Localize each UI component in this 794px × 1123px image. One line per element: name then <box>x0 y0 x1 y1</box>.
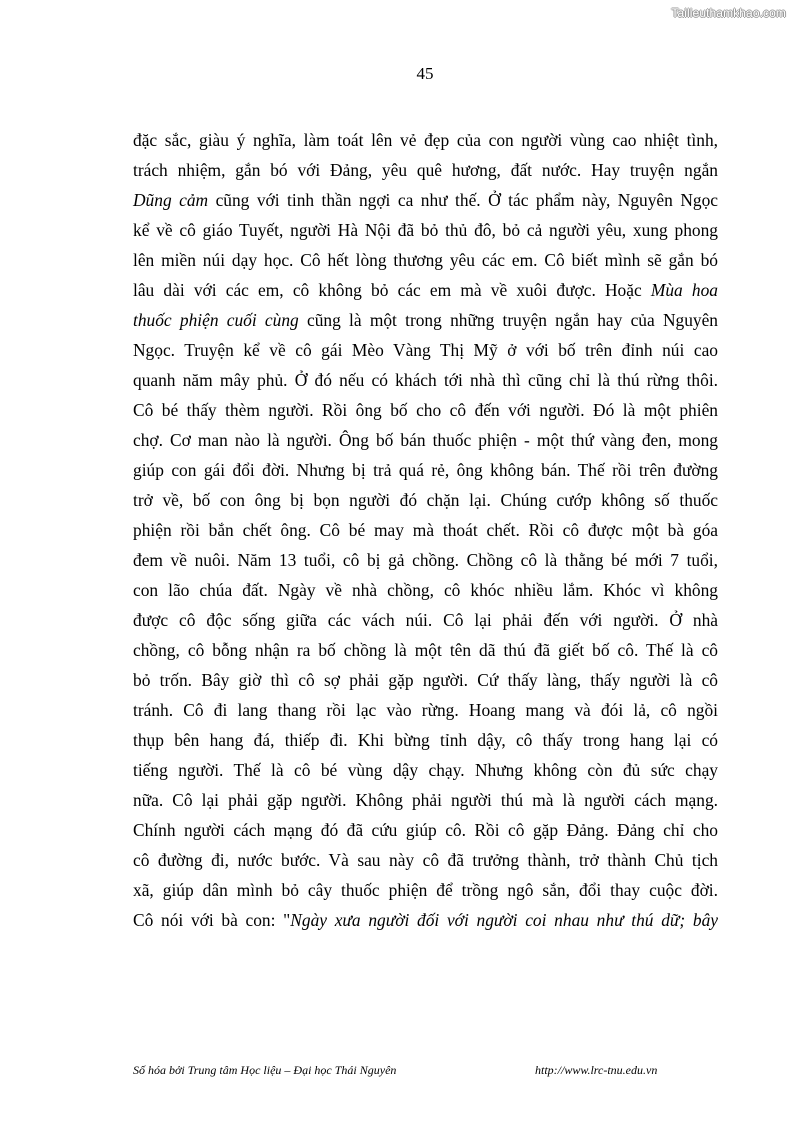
text-run: chồng, cô bỗng nhận ra bố chồng là một tên dã thú đã giết bố cô. Thế là cô <box>133 640 718 660</box>
text-run: tiếng người. Thế là cô bé vùng dậy chạy. Nhưng không còn đủ sức chạy <box>133 760 718 780</box>
text-line <box>133 725 718 755</box>
text-line <box>133 665 718 695</box>
text-line <box>133 335 718 365</box>
text-line <box>133 305 718 335</box>
text-run: trở về, bố con ông bị bọn người đó chặn lại. Chúng cướp không số thuốc <box>133 490 718 510</box>
text-run: đem về nuôi. Năm 13 tuổi, cô bị gả chồng. Chồng cô là thằng bé mới 7 tuổi, <box>133 550 718 570</box>
text-line <box>133 515 718 545</box>
text-run: thụp bên hang đá, thiếp đi. Khi bừng tỉnh dậy, cô thấy trong hang lại có <box>133 730 718 750</box>
text-line <box>133 605 718 635</box>
text-run: kể về cô giáo Tuyết, người Hà Nội đã bỏ thủ đô, bỏ cả người yêu, xung phong <box>133 220 718 240</box>
body-paragraph <box>133 125 718 935</box>
text-run: lâu dài với các em, cô không bỏ các em mà về xuôi được. Hoặc <box>133 280 651 300</box>
text-line <box>133 395 718 425</box>
text-run: Ngọc. Truyện kể về cô gái Mèo Vàng Thị Mỹ ở với bố trên đỉnh núi cao <box>133 340 718 360</box>
text-line <box>133 275 718 305</box>
text-run: Cô bé thấy thèm người. Rồi ông bố cho cô đến với người. Đó là một phiên <box>133 400 718 420</box>
text-run: quanh năm mây phủ. Ở đó nếu có khách tới nhà thì cũng chỉ là thú rừng thôi. <box>133 370 718 390</box>
text-line <box>133 245 718 275</box>
italic-title-text: thuốc phiện cuối cùng <box>133 310 299 330</box>
text-line <box>133 155 718 185</box>
text-run: trách nhiệm, gắn bó với Đảng, yêu quê hương, đất nước. Hay truyện ngắn <box>133 160 718 180</box>
text-line <box>133 545 718 575</box>
text-run: Chính người cách mạng đó đã cứu giúp cô. Rồi cô gặp Đảng. Đảng chỉ cho <box>133 820 718 840</box>
text-run: Cô nói với bà con: " <box>133 910 291 930</box>
text-line <box>133 425 718 455</box>
text-run: cũng là một trong những truyện ngắn hay của Nguyên <box>298 310 719 330</box>
text-run: tránh. Cô đi lang thang rồi lạc vào rừng. Hoang mang và đói lả, cô ngồi <box>133 700 718 720</box>
footer-credit: Số hóa bởi Trung tâm Học liệu – Đại học Thái Nguyên <box>133 1063 397 1077</box>
text-run: lên miền núi dạy học. Cô hết lòng thương yêu các em. Cô biết mình sẽ gắn bó <box>133 250 718 270</box>
text-run: phiện rồi bắn chết ông. Cô bé may mà thoát chết. Rồi cô được một bà góa <box>133 520 718 540</box>
text-run: cũng với tinh thần ngợi ca như thế. Ở tác phẩm này, Nguyên Ngọc <box>208 190 718 210</box>
text-line <box>133 785 718 815</box>
text-line <box>133 215 718 245</box>
text-line <box>133 755 718 785</box>
text-line <box>133 635 718 665</box>
text-line <box>133 185 718 215</box>
text-run: được cô độc sống giữa các vách núi. Cô lại phải đến với người. Ở nhà <box>133 610 718 630</box>
text-line <box>133 365 718 395</box>
text-run: cô đường đi, nước bước. Và sau này cô đã trưởng thành, trở thành Chủ tịch <box>133 850 718 870</box>
text-run: bỏ trốn. Bây giờ thì cô sợ phải gặp người. Cứ thấy làng, thấy người là cô <box>133 670 718 690</box>
footer-url[interactable]: http://www.lrc-tnu.edu.vn <box>535 1063 658 1077</box>
watermark-text: Tailieuthamkhao.com <box>671 6 786 20</box>
text-run: đặc sắc, giàu ý nghĩa, làm toát lên vẻ đẹp của con người vùng cao nhiệt tình, <box>133 130 718 150</box>
text-line <box>133 905 718 935</box>
text-line <box>133 575 718 605</box>
text-run: chợ. Cơ man nào là người. Ông bố bán thuốc phiện - một thứ vàng đen, mong <box>133 430 718 450</box>
text-line <box>133 485 718 515</box>
text-line <box>133 695 718 725</box>
text-line <box>133 875 718 905</box>
text-line <box>133 125 718 155</box>
text-run: xã, giúp dân mình bỏ cây thuốc phiện để trồng ngô sắn, đổi thay cuộc đời. <box>133 880 718 900</box>
page-number: 45 <box>416 64 434 83</box>
text-line <box>133 845 718 875</box>
text-line <box>133 815 718 845</box>
italic-title-text: Mùa hoa <box>650 280 718 300</box>
text-run: nữa. Cô lại phải gặp người. Không phải người thú mà là người cách mạng. <box>133 790 718 810</box>
italic-title-text: Dũng cảm <box>133 190 209 210</box>
text-run: giúp con gái đổi đời. Nhưng bị trả quá rẻ, ông không bán. Thế rồi trên đường <box>133 460 718 480</box>
text-line <box>133 455 718 485</box>
italic-title-text: Ngày xưa người đối với người coi nhau như thú dữ; bây <box>290 910 719 930</box>
text-run: con lão chúa đất. Ngày về nhà chồng, cô khóc nhiều lắm. Khóc vì không <box>133 580 718 600</box>
